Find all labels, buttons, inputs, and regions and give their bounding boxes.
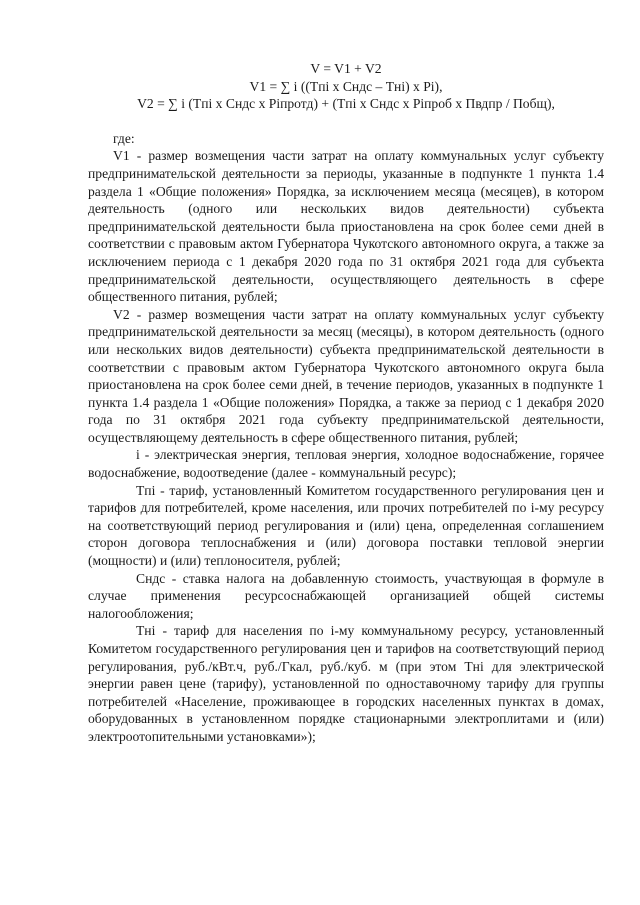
- formula-v1: V1 = ∑ i ((Tпi х Cндс – Tнi) х Pi),: [249, 78, 443, 94]
- definition-v2: V2 - размер возмещения части затрат на оплату коммунальных услуг субъекту предпринимательской деятельности за месяц (месяцы), в котором деятельность (одного или нескольких видов деятельности) субъекта предпринимательской деятельности в соответствии с правовым актом Губернатора Чукотского автономного округа была приостановлена на срок более семи дней, в течение периодов, указанных в подпункте 1 пункта 1.4 раздела 1 «Общие положения» Порядка, а также за период с 1 декабря 2020 года по 31 октября 2021 года субъекту предпринимательской деятельности, осуществляющему деятельность в сфере общественного питания, рублей;: [88, 306, 604, 445]
- definition-v1: V1 - размер возмещения части затрат на оплату коммунальных услуг субъекту предпринимательской деятельности за периоды, указанные в подпункте 1 пункта 1.4 раздела 1 «Общие положения» Порядка, за исключением месяца (месяцев), в котором деятельность (одного или нескольких видов деятельности) субъекта предпринимательской деятельности была приостановлена на срок более семи дней в соответствии с правовым актом Губернатора Чукотского автономного округа, а также за исключением периода с 1 декабря 2020 года по 31 октября 2021 года для субъекта предпринимательской деятельности, осуществляющего деятельность в сфере общественного питания, рублей;: [88, 148, 604, 305]
- definition-tni: Tнi - тариф для населения по i-му коммунальному ресурсу, установленный Комитетом государственного регулирования цен и тарифов на соответствующий период регулирования, руб./кВт.ч, руб./Гкал, руб./куб. м (при этом Tнi для электрической энергии равен цене (тарифу), установленной по одноставочному тарифу для группы потребителей «Население, проживающее в городских населенных пунктах в домах, оборудованных в установленном порядке стационарными электроплитами и (или) электроотопительными установками»);: [88, 623, 604, 744]
- definition-tpi: Tпi - тариф, установленный Комитетом государственного регулирования цен и тарифов для потребителей, кроме населения, или прочих потребителей по i-му ресурсу на соответствующий период регулирования и (или) цена, определенная соглашением сторон договора теплоснабжения и (или) договора поставки тепловой энергии (мощности) и (или) теплоносителя, рублей;: [88, 482, 604, 569]
- where-label: где:: [113, 130, 135, 146]
- definition-i: i - электрическая энергия, тепловая энергия, холодное водоснабжение, горячее водоснабжение, водоотведение (далее - коммунальный ресурс);: [88, 447, 604, 481]
- spacer: [88, 113, 604, 130]
- formula-v2: V2 = ∑ i (Tпi х Cндс х Piпротд) + (Tпi х Cндс х Piпроб х Пвдпр / Побщ),: [137, 96, 555, 112]
- formula-v-total: V = V1 + V2: [310, 61, 382, 76]
- document-page: [88, 60, 604, 746]
- definition-cnds: Cндс - ставка налога на добавленную стоимость, участвующая в формуле в случае применения ресурсоснабжающей организацией общей системы налогообложения;: [88, 570, 604, 621]
